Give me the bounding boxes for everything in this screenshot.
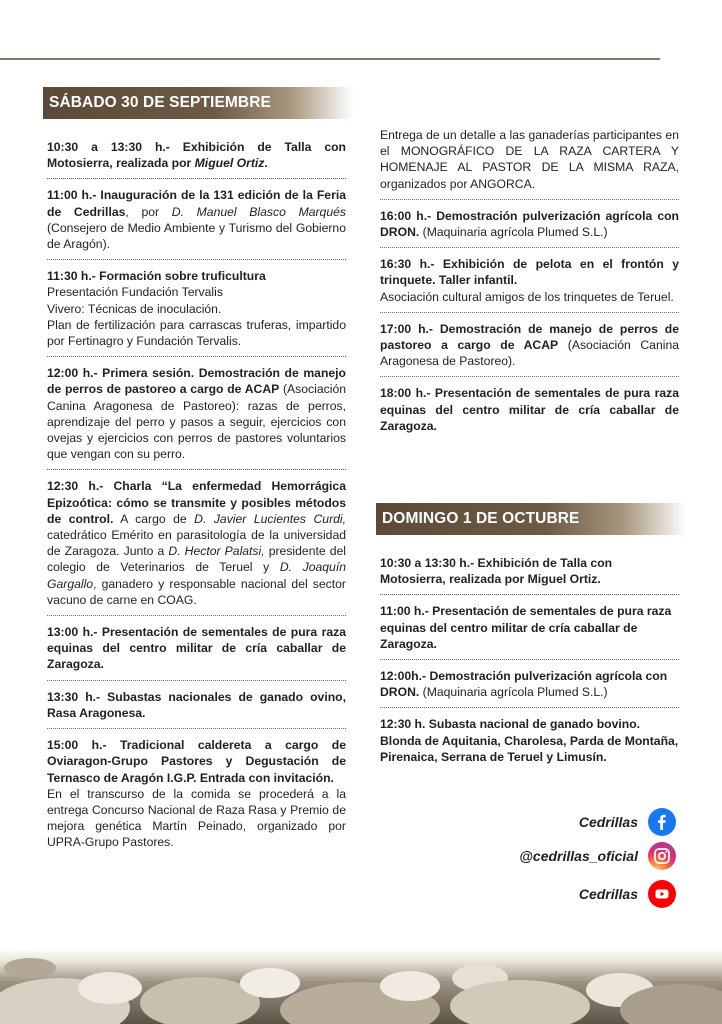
sat-entry-1700	[380, 321, 679, 378]
sat-entry-1200	[47, 365, 346, 470]
sat-1600-title: 16:00 h.- Demostración pulverización agrícola con DRON.	[380, 208, 679, 240]
sat-entry-angorca	[380, 127, 679, 200]
instagram-icon[interactable]	[648, 842, 676, 870]
top-divider	[0, 58, 660, 60]
sat-1230-role-2: presidente del colegio de Veterinarios de Teruel y	[47, 544, 346, 575]
sat-1500-title: 15:00 h.- Tradicional caldereta a cargo de Oviaragon-Grupo Pastores y Degustación de Ternasco de Aragón I.G.P. Entrada con invitación.	[47, 738, 346, 785]
sat-1130-line1: Presentación Fundación Tervalis	[47, 285, 223, 300]
sat-1030-person: Miguel Ortiz	[194, 156, 265, 171]
sat-1800-title: 18:00 h.- Presentación de sementales de pura raza equinas del centro militar de cría caballar de Zaragoza.	[380, 386, 679, 433]
sat-1230-title: 12:30 h.- Charla “La enfermedad Hemorrágica Epizoótica: cómo se transmite y posibles métodos de control.	[47, 479, 346, 526]
sat-1700-detail: (Asociación Canina Aragonesa de Pastoreo).	[380, 338, 679, 369]
sat-1200-title: 12:00 h.- Primera sesión. Demostración de manejo de perros de pastoreo a cargo de ACAP	[47, 366, 346, 397]
sun-1200-detail: (Maquinaria agrícola Plumed S.L.)	[419, 685, 608, 700]
sun-entry-1100	[380, 603, 679, 660]
sat-1030-end: .	[264, 156, 268, 171]
instagram-link[interactable]	[519, 842, 676, 870]
sunday-header: DOMINGO 1 DE OCTUBRE	[376, 503, 686, 535]
youtube-handle[interactable]: Cedrillas	[578, 886, 638, 902]
sat-entry-1800	[380, 385, 679, 441]
sat-entry-1030	[47, 139, 346, 179]
sat-entry-1300	[47, 624, 346, 681]
sat-1030-title: 10:30 a 13:30 h.- Exhibición de Talla con Motosierra, realizada por	[47, 140, 346, 171]
sat-1200-detail: (Asociación Canina Aragonesa de Pastoreo): razas de perros, aprendizaje del perro y pasos a seguir, ejercicios con ovejas y ejercicios con perros de pastores voluntarios que vengan con su perro.	[47, 382, 346, 462]
facebook-handle[interactable]: Cedrillas	[578, 814, 638, 830]
sat-1230-by: A cargo de	[113, 511, 195, 526]
saturday-column	[47, 139, 346, 866]
saturday-header: SÁBADO 30 DE SEPTIEMBRE	[43, 87, 353, 119]
sat-1630-title: 16:30 h.- Exhibición de pelota en el frontón y trinquete. Taller infantil.	[380, 257, 679, 288]
sat-entry-1600	[380, 208, 679, 248]
facebook-link[interactable]	[579, 808, 676, 836]
sat-1230-person-3: D. Joaquín Gargallo	[47, 560, 346, 591]
sun-1200-title: 12:00h.- Demostración pulverización agrícola con DRON.	[380, 669, 668, 700]
sun-entry-1230	[380, 716, 679, 772]
sat-1100-title: 11:00 h.- Inauguración de la 131 edición de la Feria de Cedrillas	[47, 188, 346, 219]
sun-entry-1200	[380, 668, 679, 708]
sat-1600-detail: (Maquinaria agrícola Plumed S.L.)	[419, 225, 608, 240]
youtube-icon[interactable]	[648, 880, 676, 908]
sat-1330-title: 13:30 h.- Subastas nacionales de ganado ovino, Rasa Aragonesa.	[47, 689, 346, 720]
sun-1230-title: 12:30 h. Subasta nacional de ganado bovino. Blonda de Aquitania, Charolesa, Parda de Montaña, Pirenaica, Serrana de Teruel y Limusín.	[380, 717, 679, 764]
youtube-link[interactable]	[579, 880, 676, 908]
sat-1230-person-2: D. Hector Palatsi,	[168, 544, 265, 559]
sat-1300-title: 13:00 h.- Presentación de sementales de pura raza equinas del centro militar de cría caballar de Zaragoza.	[47, 625, 346, 672]
sat-angorca-text: Entrega de un detalle a las ganaderías participantes en el MONOGRÁFICO DE LA RAZA CARTERA Y HOMENAJE AL PASTOR DE LA MISMA RAZA, organizados por ANGORCA.	[380, 128, 679, 191]
sat-1700-title: 17:00 h.- Demostración de manejo de perros de pastoreo a cargo de ACAP	[380, 321, 679, 353]
saturday-column-continued	[380, 127, 679, 449]
sun-1030-title: 10:30 a 13:30 h.- Exhibición de Talla con Motosierra, realizada por Miguel Ortiz.	[380, 556, 613, 587]
sun-entry-1030	[380, 555, 679, 595]
sunday-column	[380, 555, 679, 780]
sat-1130-title: 11:30 h.- Formación sobre truficultura	[47, 269, 266, 284]
sat-1230-person-1: D. Javier Lucientes Curdi,	[194, 511, 347, 526]
facebook-icon[interactable]	[648, 808, 676, 836]
sun-1100-title: 11:00 h.- Presentación de sementales de pura raza equinas del centro militar de cría caballar de Zaragoza.	[380, 604, 672, 651]
sat-1100-by: , por	[125, 204, 172, 219]
sat-1230-role-1: catedrático Emérito en parasitología de la universidad de Zaragoza. Junto a	[47, 528, 346, 559]
sat-entry-1330	[47, 689, 346, 729]
sat-1500-detail: En el transcurso de la comida se procederá a la entrega Concurso Nacional de Raza Rasa y Premio de mejora genética Martín Peinado, organizado por UPRA-Grupo Pastores.	[47, 786, 346, 850]
sat-entry-1230	[47, 478, 346, 616]
sat-entry-1130	[47, 268, 346, 357]
sat-entry-1500	[47, 737, 346, 857]
sat-1630-detail: Asociación cultural amigos de los trinquetes de Teruel.	[380, 289, 674, 304]
sat-1130-line3: Plan de fertilización para carrascas truferas, impartido por Fertinagro y Fundación Tervalis.	[47, 317, 346, 349]
sat-1100-detail: (Consejero de Medio Ambiente y Turismo del Gobierno de Aragón).	[47, 220, 346, 252]
sheep-flock-photo	[0, 948, 722, 1024]
sat-entry-1100	[47, 187, 346, 260]
instagram-handle[interactable]: @cedrillas_oficial	[519, 848, 638, 864]
sat-1130-line2: Vivero: Técnicas de inoculación.	[47, 301, 222, 316]
sat-1230-role-3: , ganadero y responsable nacional del sector vacuno de carne en COAG.	[47, 576, 346, 607]
sat-entry-1630	[380, 256, 679, 313]
sat-1100-person: D. Manuel Blasco Marqués	[171, 204, 346, 219]
